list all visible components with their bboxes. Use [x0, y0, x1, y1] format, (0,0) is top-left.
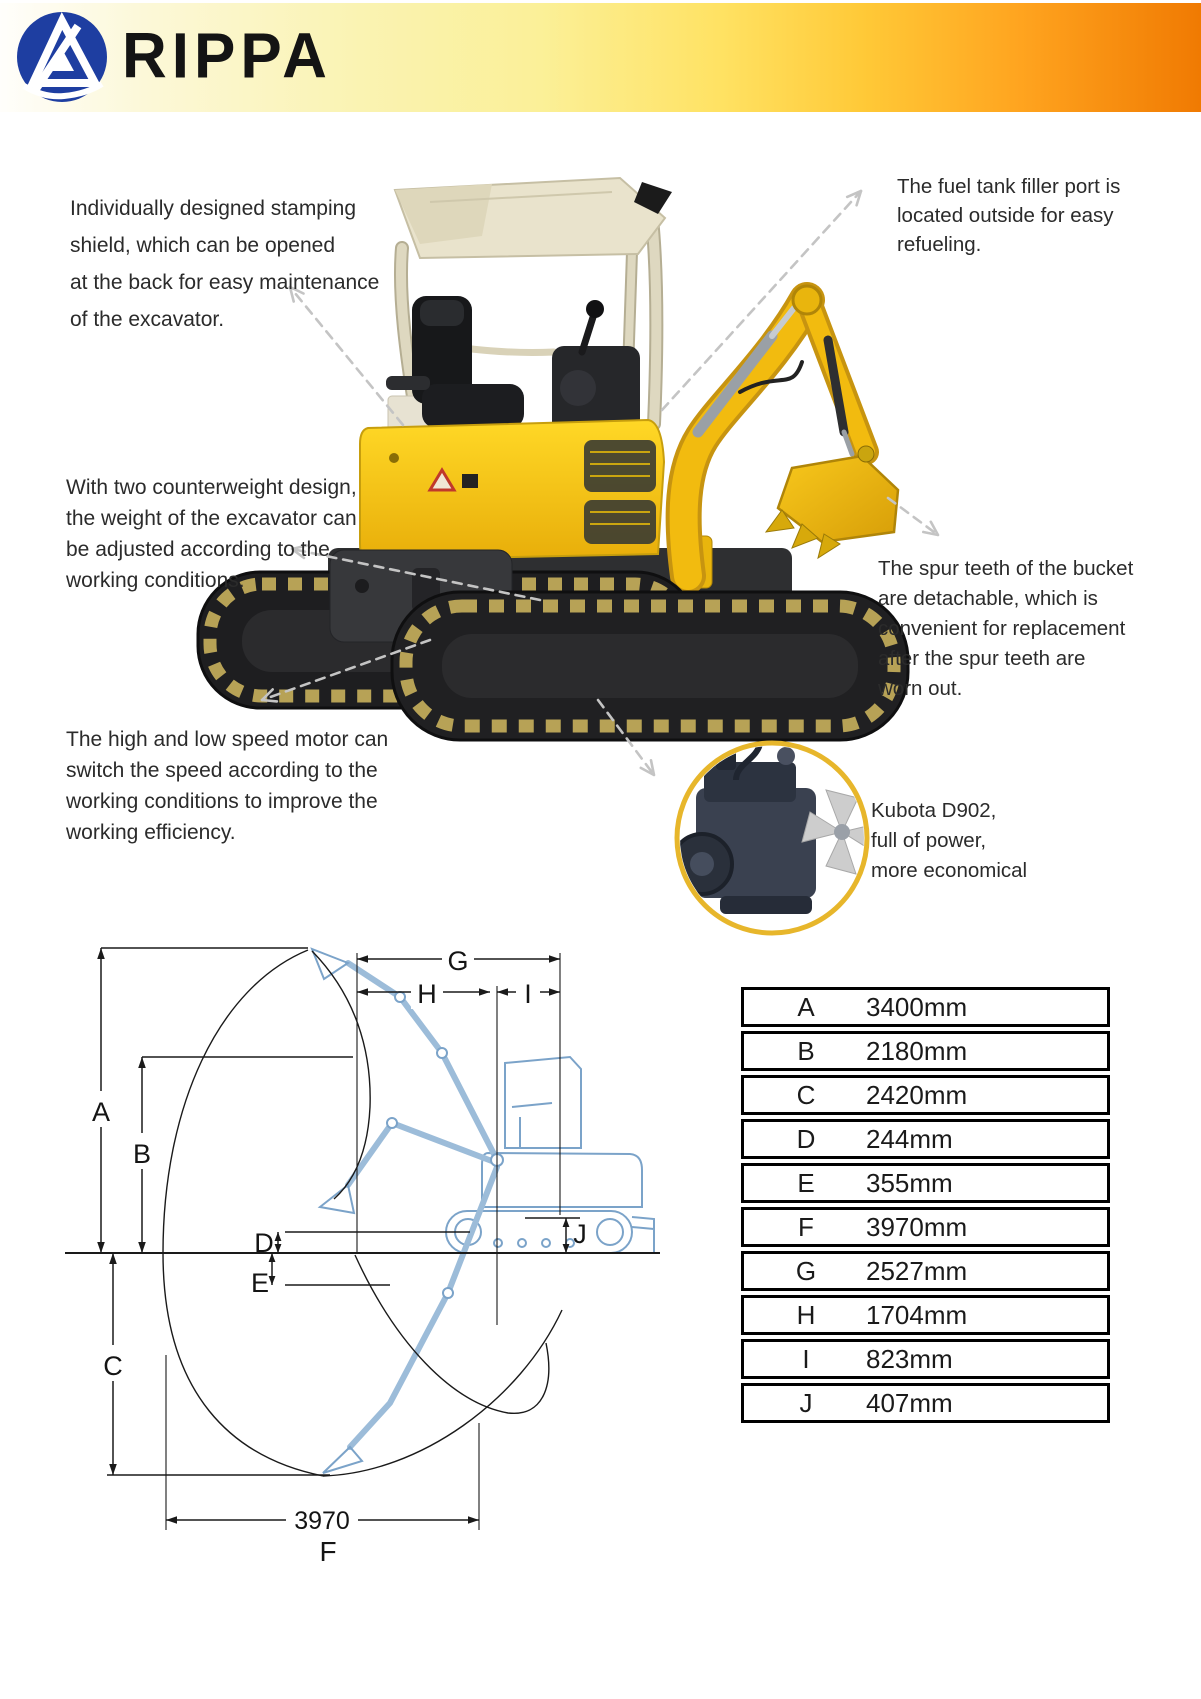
dim-label-h: H — [417, 979, 437, 1009]
table-row — [741, 1075, 1110, 1115]
engine-cover — [360, 420, 664, 560]
annotation-line: refueling. — [897, 233, 982, 256]
annotation-line: the weight of the excavator can — [66, 507, 357, 530]
dim-key: G — [795, 1255, 817, 1286]
annotation-line: working conditions to improve the — [66, 790, 378, 813]
annotation-line: more economical — [871, 859, 1028, 882]
engine-photo — [672, 742, 884, 933]
annotation-line: of the excavator. — [70, 308, 225, 331]
dim-value: 3970mm — [866, 1211, 968, 1242]
dimension-arrowheads — [97, 948, 569, 1524]
dim-value: 823mm — [866, 1343, 953, 1374]
dim-value: 2180mm — [866, 1035, 968, 1066]
annotation-line: switch the speed according to the — [66, 759, 378, 782]
bucket — [766, 446, 898, 558]
annotation-line: working efficiency. — [66, 821, 236, 844]
annotation-line: Individually designed stamping — [70, 197, 357, 220]
annotation-line: Kubota D902, — [871, 799, 997, 822]
annotation-line: after the spur teeth are — [878, 647, 1086, 670]
dim-value: 244mm — [866, 1123, 953, 1154]
annotation-line: working conditions. — [66, 569, 245, 592]
label-backers — [88, 943, 540, 1537]
table-row — [741, 1163, 1110, 1203]
dim-label-d: D — [254, 1228, 274, 1258]
dim-label-g: G — [447, 946, 469, 976]
right-track — [392, 592, 908, 740]
annotation-line: The spur teeth of the bucket — [878, 557, 1134, 580]
dim-label-e: E — [250, 1268, 270, 1298]
dim-label-a: A — [91, 1097, 111, 1127]
dim-value: 2420mm — [866, 1079, 968, 1110]
dim-key: H — [796, 1299, 816, 1330]
annotation-line: The high and low speed motor can — [66, 728, 389, 751]
annotation-line: are detachable, which is — [878, 587, 1098, 610]
table-row — [741, 987, 1110, 1027]
table-row — [741, 1119, 1110, 1159]
dim-key: B — [797, 1035, 815, 1066]
annotation-line: at the back for easy maintenance — [70, 271, 380, 294]
dim-key: E — [797, 1167, 815, 1198]
brand-wordmark: RIPPA — [122, 21, 332, 93]
annotation-line: With two counterweight design, — [66, 476, 357, 499]
dimension-diagram — [50, 855, 670, 1565]
annotation-speed-motor — [66, 724, 388, 848]
annotation-line: shield, which can be opened — [70, 234, 336, 257]
envelope-arcs — [163, 950, 562, 1476]
annotation-engine — [871, 796, 1027, 886]
annotation-line: convenient for replacement — [878, 617, 1126, 640]
canopy-roof — [395, 178, 672, 258]
dim-key: I — [802, 1343, 810, 1374]
dim-label-i: I — [524, 979, 532, 1009]
footprint-value: 3970 — [294, 1507, 350, 1535]
table-row — [741, 1251, 1110, 1291]
annotation-stamping-shield — [70, 190, 379, 338]
machine-line-art — [312, 949, 654, 1473]
table-row — [741, 1207, 1110, 1247]
dim-key: J — [799, 1387, 813, 1418]
annotation-line: be adjusted according to the — [66, 538, 330, 561]
annotation-line: located outside for easy — [897, 204, 1114, 227]
dim-value: 3400mm — [866, 991, 968, 1022]
table-row — [741, 1031, 1110, 1071]
annotation-line: worn out. — [878, 677, 963, 700]
annotation-fuel-tank — [897, 172, 1120, 259]
dim-key: F — [798, 1211, 814, 1242]
dim-label-f: F — [319, 1536, 337, 1565]
dim-label-j: J — [573, 1219, 587, 1249]
annotation-line: full of power, — [871, 829, 987, 852]
dim-key: D — [796, 1123, 816, 1154]
dim-value: 355mm — [866, 1167, 953, 1198]
annotation-counterweight — [66, 472, 357, 596]
table-row — [741, 1339, 1110, 1379]
table-row — [741, 1295, 1110, 1335]
dim-key: A — [797, 991, 815, 1022]
dim-value: 407mm — [866, 1387, 953, 1418]
annotation-spur-teeth — [878, 554, 1133, 704]
dim-label-b: B — [132, 1139, 152, 1169]
dim-value: 2527mm — [866, 1255, 968, 1286]
table-row — [741, 1383, 1110, 1423]
dim-label-c: C — [103, 1351, 123, 1381]
annotation-line: The fuel tank filler port is — [897, 175, 1121, 198]
spec-table — [741, 987, 1110, 1423]
dim-value: 1704mm — [866, 1299, 968, 1330]
dim-key: C — [796, 1079, 816, 1110]
rippa-triangle-globe-logo — [14, 4, 114, 110]
